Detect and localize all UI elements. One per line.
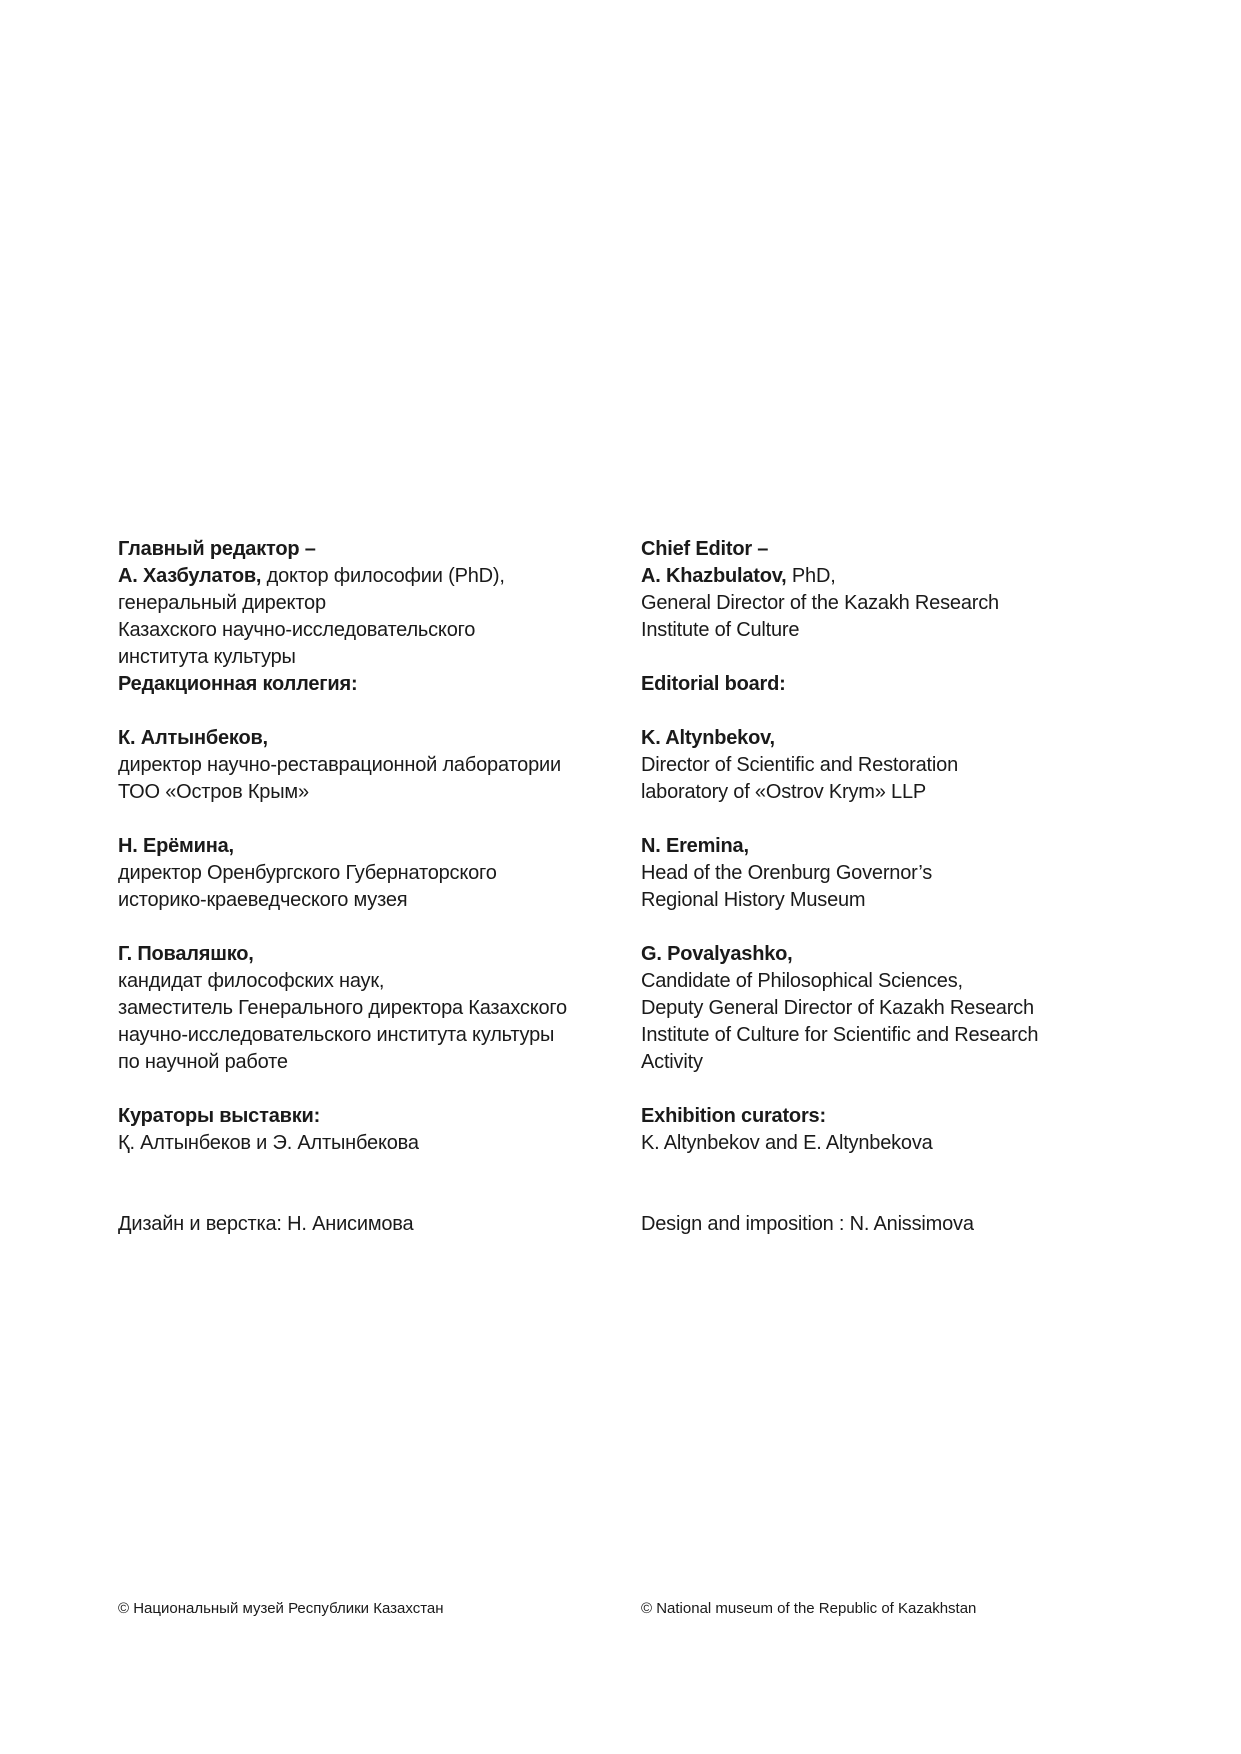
en-chief-editor-position: General Director of the Kazakh Research	[641, 592, 999, 614]
ru-board-label: Редакционная коллегия:	[118, 673, 358, 695]
en-member-3	[641, 941, 1201, 1076]
ru-member-2-name: Н. Ерёмина,	[118, 835, 234, 857]
en-chief-editor-label: Chief Editor –	[641, 538, 769, 560]
ru-member-1-name: К. Алтынбеков,	[118, 727, 268, 749]
en-member-2-name: N. Eremina,	[641, 835, 749, 857]
en-curators-label: Exhibition curators:	[641, 1105, 826, 1127]
ru-member-3-role-3: научно-исследовательского института культуры	[118, 1024, 555, 1046]
en-member-1-role-1: Director of Scientific and Restoration	[641, 754, 958, 776]
ru-member-1-role-1: директор научно-реставрационной лаборатории	[118, 754, 561, 776]
ru-member-3-role-1: кандидат философских наук,	[118, 970, 385, 992]
ru-curators-label: Кураторы выставки:	[118, 1105, 321, 1127]
en-chief-editor-section	[641, 536, 1201, 644]
en-chief-editor-degree: PhD,	[786, 565, 836, 587]
en-chief-editor-line	[641, 563, 1201, 590]
en-member-1	[641, 725, 1201, 806]
english-credits-column	[641, 536, 1201, 1238]
en-member-3-role-3: Institute of Culture for Scientific and Research	[641, 1024, 1039, 1046]
en-chief-editor-name: A. Khazbulatov,	[641, 565, 787, 587]
en-member-3-role-4: Activity	[641, 1051, 703, 1073]
en-chief-editor-org: Institute of Culture	[641, 619, 800, 641]
ru-chief-editor-position: генеральный директор	[118, 592, 326, 614]
ru-chief-editor-org-1: Казахского научно-исследовательского	[118, 619, 476, 641]
en-member-2	[641, 833, 1201, 914]
en-board-label: Editorial board:	[641, 673, 786, 695]
en-curators	[641, 1103, 1201, 1157]
en-member-2-role-2: Regional History Museum	[641, 889, 866, 911]
en-member-3-role-1: Candidate of Philosophical Sciences,	[641, 970, 963, 992]
ru-chief-editor-degree: доктор философии (PhD),	[261, 565, 505, 587]
ru-member-3-name: Г. Поваляшко,	[118, 943, 254, 965]
ru-member-1-role-2: ТОО «Остров Крым»	[118, 781, 309, 803]
en-curators-names: K. Altynbekov and E. Altynbekova	[641, 1132, 933, 1154]
ru-member-2	[118, 833, 638, 914]
ru-design-credit: Дизайн и верстка: Н. Анисимова	[118, 1213, 414, 1235]
ru-curators-names: Қ. Алтынбеков и Э. Алтынбекова	[118, 1132, 419, 1154]
ru-chief-editor-org-2: института культуры	[118, 646, 296, 668]
ru-chief-editor-section	[118, 536, 638, 668]
en-member-1-name: K. Altynbekov,	[641, 727, 775, 749]
en-design-credit: Design and imposition : N. Anissimova	[641, 1213, 974, 1235]
ru-chief-editor-name: А. Хазбулатов,	[118, 565, 262, 587]
en-member-3-role-2: Deputy General Director of Kazakh Research	[641, 997, 1034, 1019]
ru-copyright: © Национальный музей Республики Казахстан	[118, 1600, 444, 1617]
ru-curators	[118, 1103, 638, 1157]
russian-credits-column	[118, 536, 638, 1238]
en-member-1-role-2: laboratory of «Ostrov Krym» LLP	[641, 781, 927, 803]
ru-chief-editor-line	[118, 563, 638, 590]
en-member-3-name: G. Povalyashko,	[641, 943, 793, 965]
ru-member-2-role-1: директор Оренбургского Губернаторского	[118, 862, 497, 884]
ru-member-2-role-2: историко-краеведческого музея	[118, 889, 408, 911]
ru-member-3-role-2: заместитель Генерального директора Казахского	[118, 997, 567, 1019]
ru-chief-editor-label: Главный редактор –	[118, 538, 316, 560]
en-member-2-role-1: Head of the Orenburg Governor’s	[641, 862, 933, 884]
ru-member-3	[118, 941, 638, 1076]
en-copyright: © National museum of the Republic of Kazakhstan	[641, 1600, 977, 1617]
ru-member-3-role-4: по научной работе	[118, 1051, 288, 1073]
ru-member-1	[118, 725, 638, 806]
